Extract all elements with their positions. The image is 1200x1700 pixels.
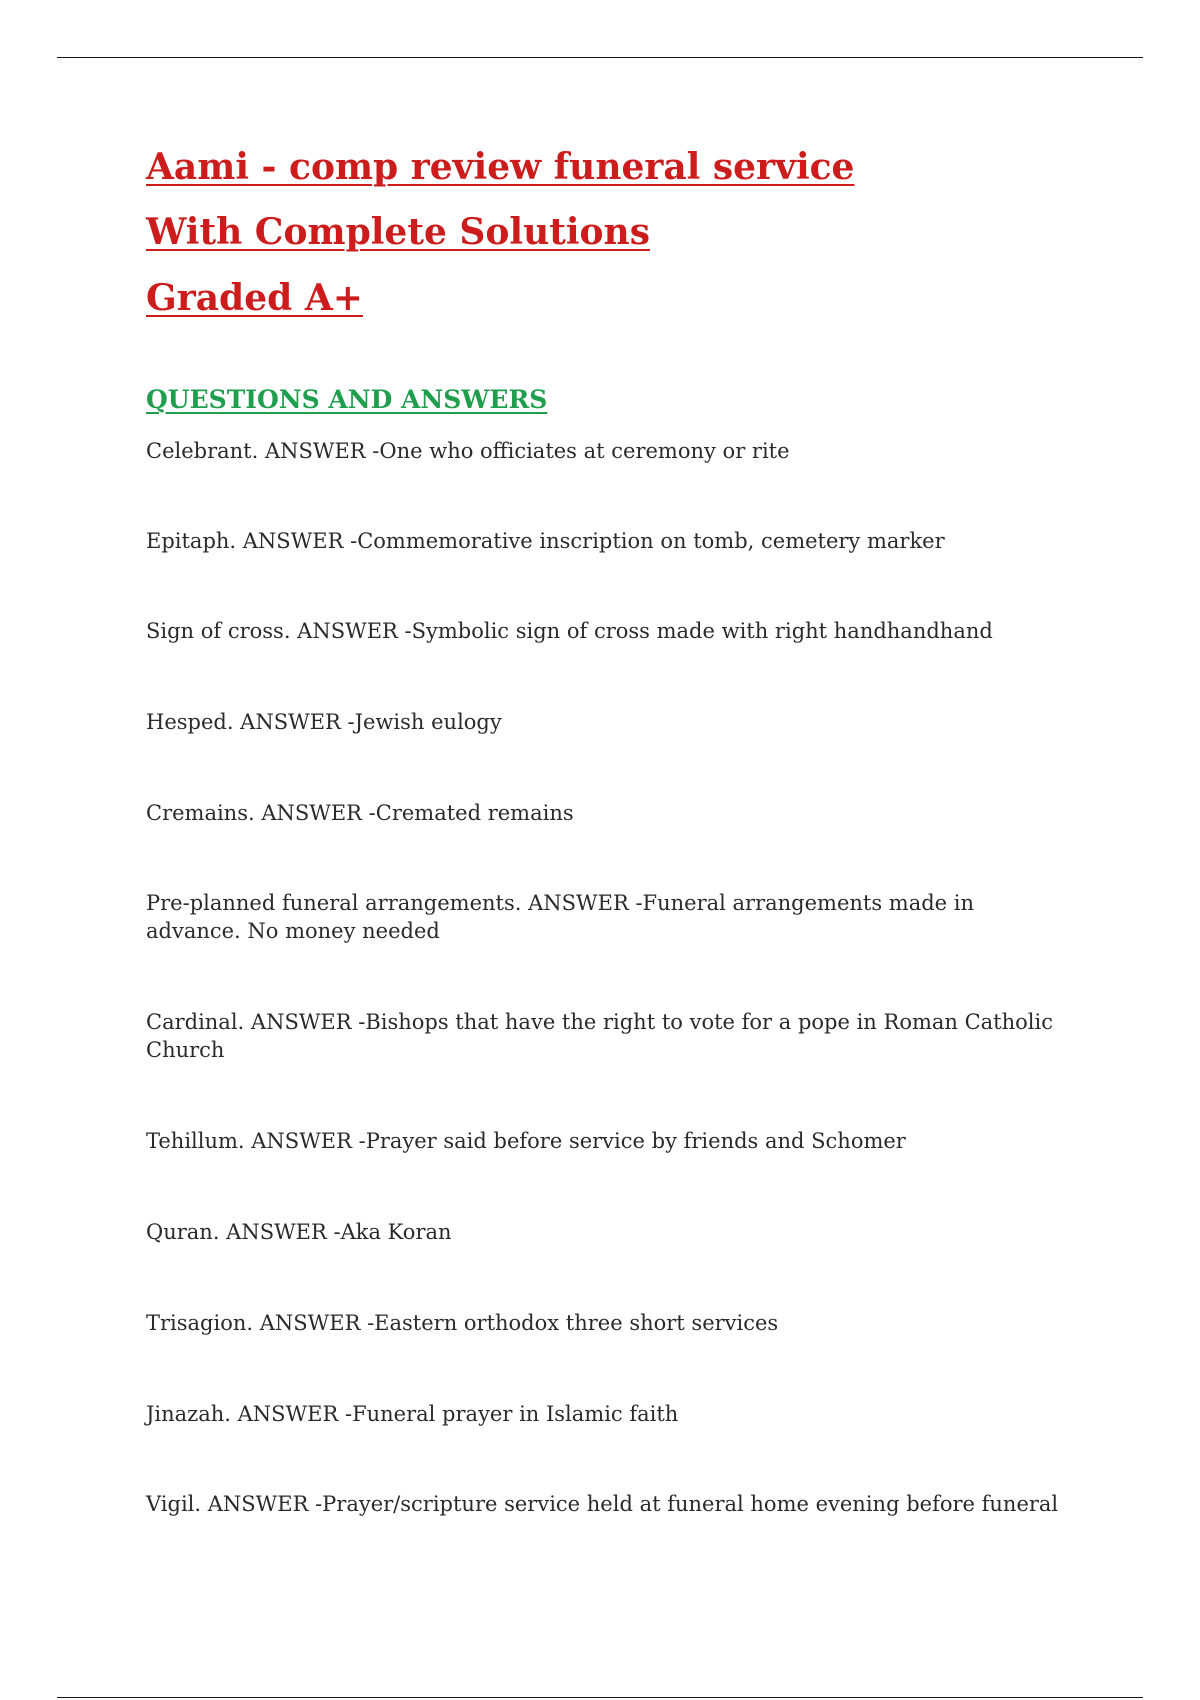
qa-item-jinazah: Jinazah. ANSWER -Funeral prayer in Islamic faith — [146, 1402, 679, 1426]
section-heading: QUESTIONS AND ANSWERS — [146, 385, 548, 414]
qa-item-tehillum: Tehillum. ANSWER -Prayer said before service by friends and Schomer — [146, 1129, 906, 1153]
document-title-line-2: With Complete Solutions — [146, 211, 650, 253]
qa-item-cardinal: Cardinal. ANSWER -Bishops that have the right to vote for a pope in Roman Catholic Church — [146, 1010, 1053, 1062]
document-title-line-3: Graded A+ — [146, 277, 363, 319]
qa-item-celebrant: Celebrant. ANSWER -One who officiates at ceremony or rite — [146, 439, 790, 463]
document-title-line-1: Aami - comp review funeral service — [146, 146, 855, 188]
qa-item-hesped: Hesped. ANSWER -Jewish eulogy — [146, 710, 502, 734]
qa-item-epitaph: Epitaph. ANSWER -Commemorative inscription on tomb, cemetery marker — [146, 529, 945, 553]
bottom-rule — [57, 1697, 1143, 1698]
qa-item-sign-of-cross: Sign of cross. ANSWER -Symbolic sign of cross made with right handhandhand — [146, 619, 993, 643]
qa-item-pre-planned-funeral: Pre-planned funeral arrangements. ANSWER -Funeral arrangements made in advance. No money needed — [146, 891, 975, 943]
qa-item-cremains: Cremains. ANSWER -Cremated remains — [146, 801, 574, 825]
qa-item-quran: Quran. ANSWER -Aka Koran — [146, 1220, 452, 1244]
top-rule — [57, 57, 1143, 58]
qa-item-vigil: Vigil. ANSWER -Prayer/scripture service held at funeral home evening before funeral — [146, 1492, 1059, 1516]
qa-item-trisagion: Trisagion. ANSWER -Eastern orthodox three short services — [146, 1311, 779, 1335]
